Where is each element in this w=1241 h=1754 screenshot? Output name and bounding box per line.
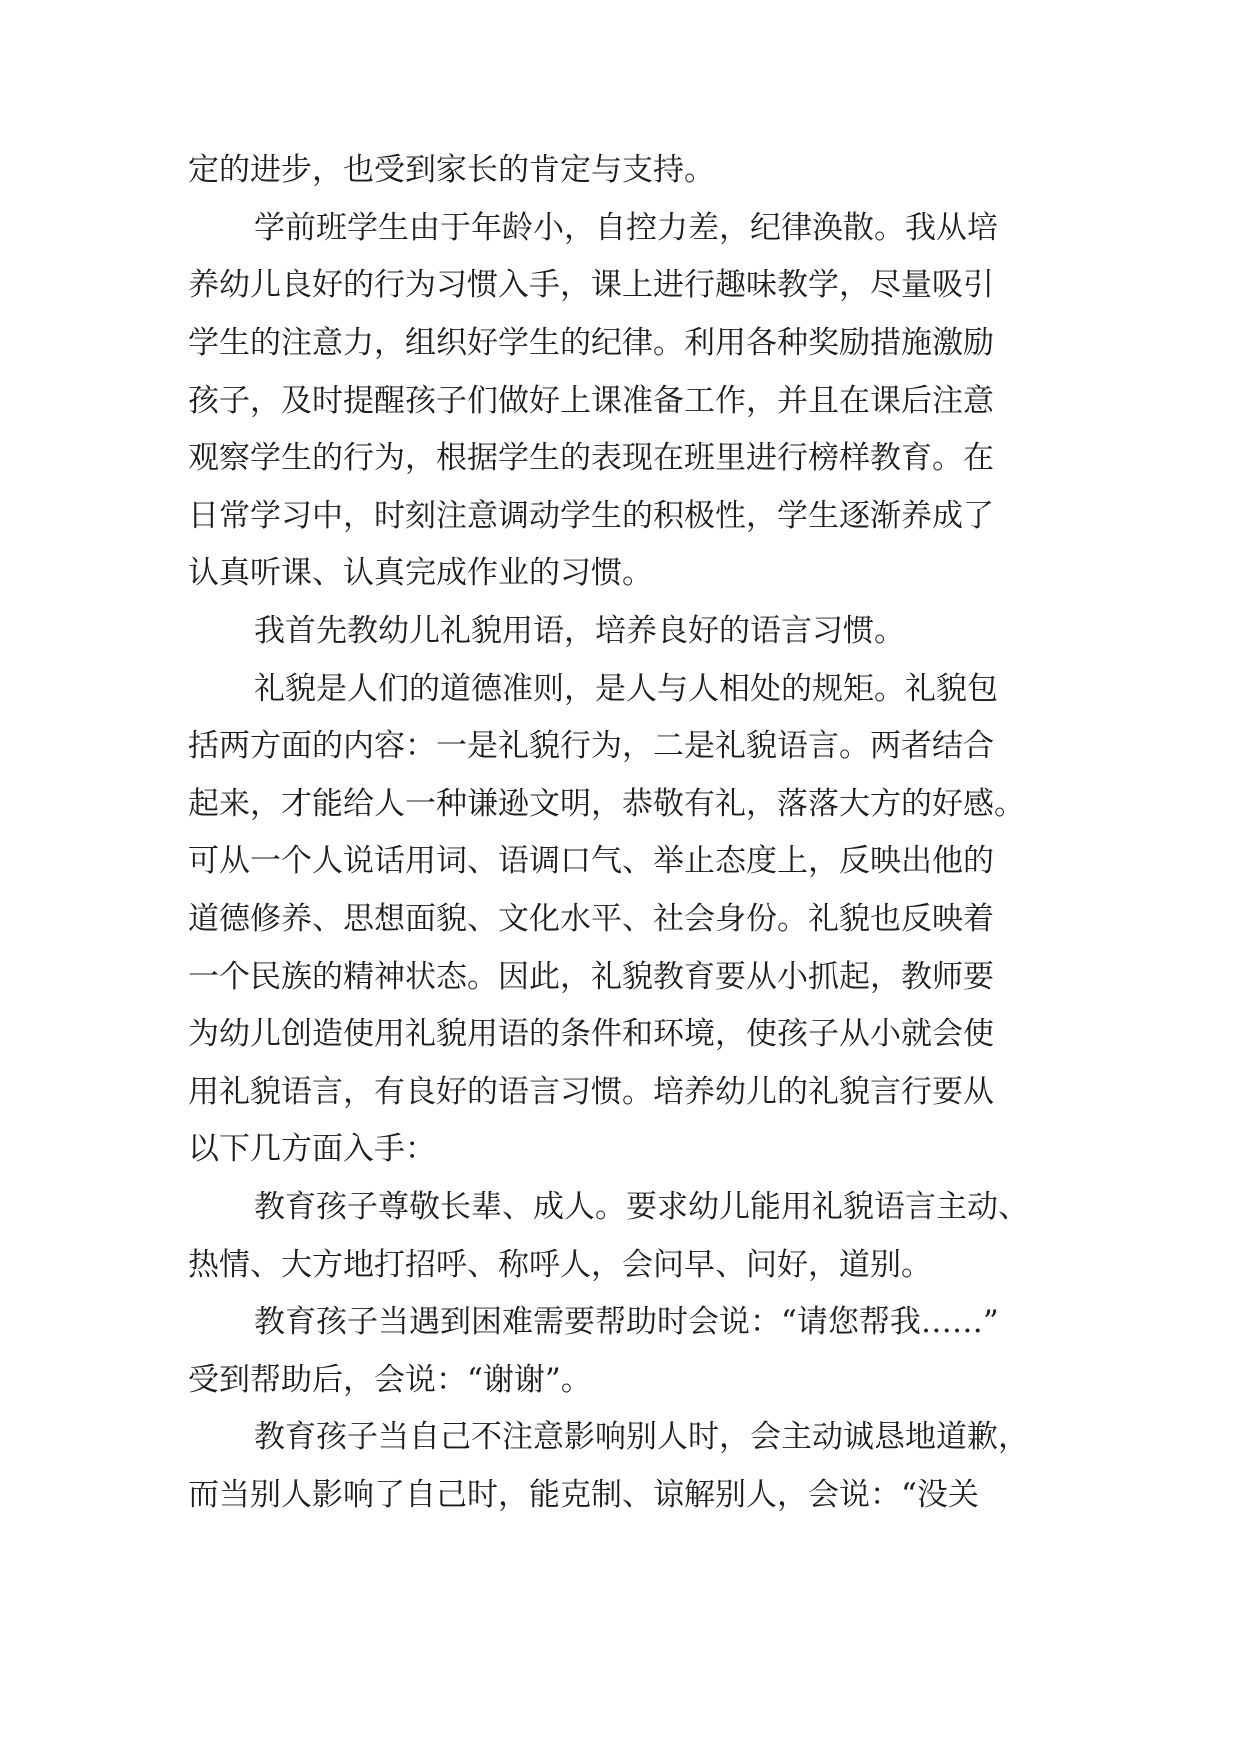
text-line: 受到帮助后，会说：“谢谢”。 bbox=[188, 1362, 592, 1398]
text-line: 日常学习中，时刻注意调动学生的积极性，学生逐渐养成了 bbox=[188, 498, 994, 534]
text-line: 学生的注意力，组织好学生的纪律。利用各种奖励措施激励 bbox=[188, 325, 994, 361]
text-line: 一个民族的精神状态。因此，礼貌教育要从小抓起，教师要 bbox=[188, 959, 994, 995]
text-line: 观察学生的行为，根据学生的表现在班里进行榜样教育。在 bbox=[188, 440, 994, 476]
text-line: 我首先教幼儿礼貌用语，培养良好的语言习惯。 bbox=[254, 613, 905, 649]
text-line: 教育孩子尊敬长辈、成人。要求幼儿能用礼貌语言主动、 bbox=[254, 1189, 1029, 1225]
text-line: 认真听课、认真完成作业的习惯。 bbox=[188, 555, 653, 591]
text-line: 道德修养、思想面貌、文化水平、社会身份。礼貌也反映着 bbox=[188, 901, 994, 937]
text-line: 用礼貌语言，有良好的语言习惯。培养幼儿的礼貌言行要从 bbox=[188, 1074, 994, 1110]
text-line: 学前班学生由于年龄小，自控力差，纪律涣散。我从培 bbox=[254, 210, 998, 246]
text-line: 起来，才能给人一种谦逊文明，恭敬有礼，落落大方的好感。 bbox=[188, 786, 1025, 822]
text-line: 礼貌是人们的道德准则，是人与人相处的规矩。礼貌包 bbox=[254, 671, 998, 707]
text-line: 教育孩子当自己不注意影响别人时，会主动诚恳地道歉， bbox=[254, 1419, 1029, 1455]
text-line: 教育孩子当遇到困难需要帮助时会说：“请您帮我……” bbox=[254, 1304, 999, 1340]
text-line: 热情、大方地打招呼、称呼人，会问早、问好，道别。 bbox=[188, 1247, 932, 1283]
text-line: 为幼儿创造使用礼貌用语的条件和环境，使孩子从小就会使 bbox=[188, 1016, 994, 1052]
text-line: 而当别人影响了自己时，能克制、谅解别人，会说：“没关 bbox=[188, 1477, 979, 1513]
text-line: 养幼儿良好的行为习惯入手，课上进行趣味教学，尽量吸引 bbox=[188, 267, 994, 303]
text-line: 定的进步，也受到家长的肯定与支持。 bbox=[188, 152, 715, 188]
text-line: 可从一个人说话用词、语调口气、举止态度上，反映出他的 bbox=[188, 843, 994, 879]
text-line: 孩子，及时提醒孩子们做好上课准备工作，并且在课后注意 bbox=[188, 383, 994, 419]
text-line: 括两方面的内容：一是礼貌行为，二是礼貌语言。两者结合 bbox=[188, 728, 994, 764]
text-line: 以下几方面入手： bbox=[188, 1131, 436, 1167]
